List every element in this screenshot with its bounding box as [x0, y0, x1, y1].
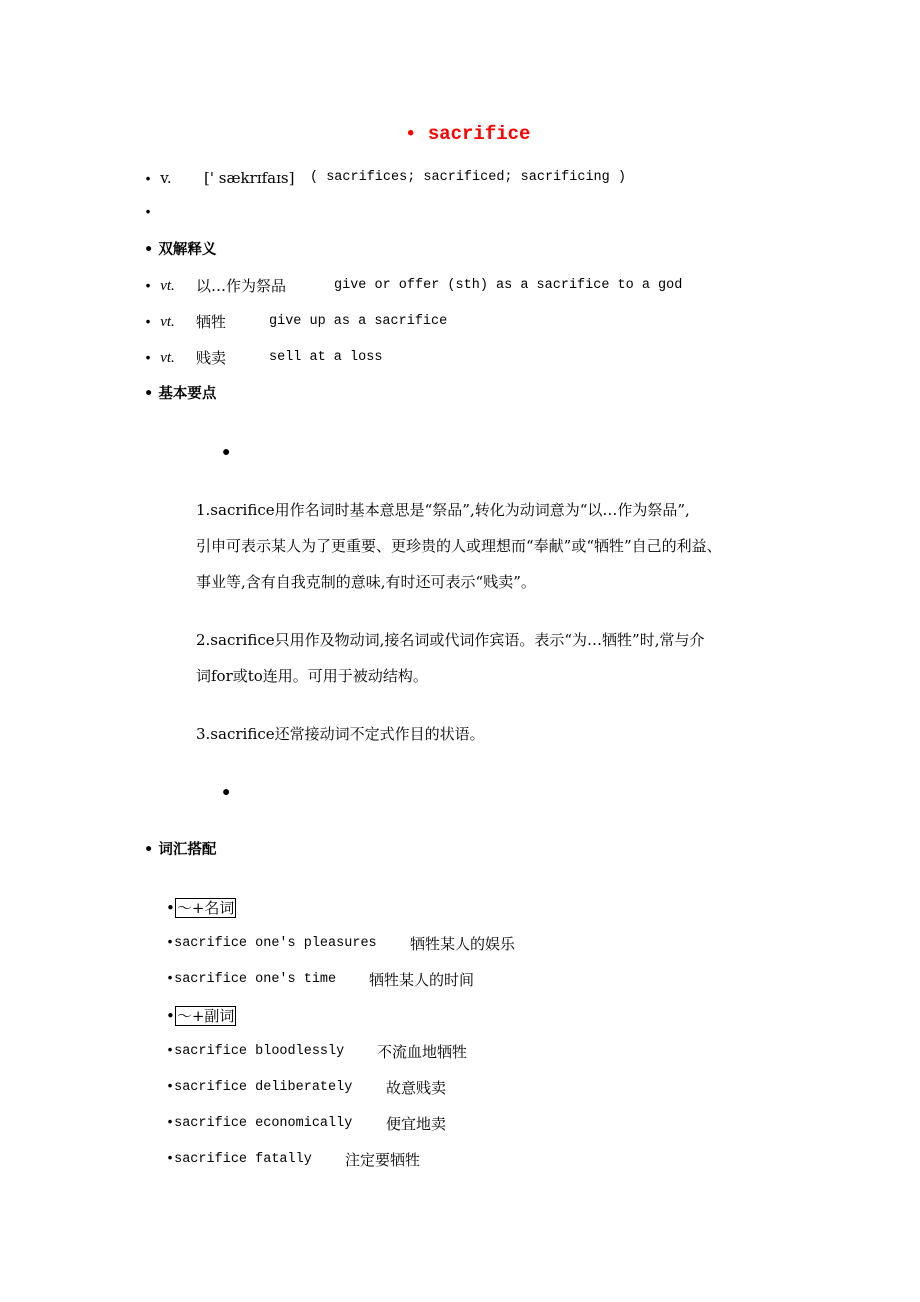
empty-bullet: ● — [222, 445, 231, 461]
phonetic: [' sækrɪfaɪs] — [204, 169, 295, 187]
pronunciation-line: • v. — [144, 169, 172, 188]
collocation-en: sacrifice economically — [174, 1116, 353, 1131]
definition-row: • vt. — [144, 278, 175, 295]
collocation-item: •sacrifice deliberately — [166, 1080, 353, 1095]
def-pos: vt. — [160, 350, 175, 366]
point-line: 2.sacrifice只用作及物动词,接名词或代词作宾语。表示“为…牺牲”时,常与介 — [196, 631, 705, 649]
collocation-cn: 便宜地卖 — [386, 1115, 447, 1133]
def-cn: 贱卖 — [196, 349, 227, 367]
def-pos: vt. — [160, 278, 175, 294]
definition-row: • vt. — [144, 314, 175, 331]
collocation-item: •sacrifice fatally — [166, 1152, 312, 1167]
def-pos: vt. — [160, 314, 175, 330]
word-forms: ( sacrifices; sacrificed; sacrificing ) — [310, 170, 626, 185]
collocation-item: •sacrifice economically — [166, 1116, 353, 1131]
section-key-points: • 基本要点 — [144, 386, 217, 402]
collocation-item: •sacrifice one's time — [166, 972, 337, 987]
def-cn: 牺牲 — [196, 313, 227, 331]
collocation-cn: 牺牲某人的娱乐 — [410, 935, 516, 953]
empty-bullet: • — [144, 206, 153, 221]
point-line: 1.sacrifice用作名词时基本意思是“祭品”,转化为动词意为“以…作为祭品”, — [196, 501, 690, 519]
collocation-en: sacrifice bloodlessly — [174, 1044, 345, 1059]
point-line: 3.sacrifice还常接动词不定式作目的状语。 — [196, 725, 485, 743]
section-dual-definitions: • 双解释义 — [144, 242, 217, 258]
group-label: ～+名词 — [176, 899, 235, 917]
section-title: 词汇搭配 — [158, 842, 217, 858]
section-title: 双解释义 — [158, 242, 217, 258]
collocation-en: sacrifice one's pleasures — [174, 936, 377, 951]
collocation-en: sacrifice deliberately — [174, 1080, 353, 1095]
collocation-en: sacrifice fatally — [174, 1152, 312, 1167]
section-collocations: • 词汇搭配 — [144, 842, 217, 858]
definition-row: • vt. — [144, 350, 175, 367]
def-en: give up as a sacrifice — [269, 314, 448, 329]
collocation-item: •sacrifice one's pleasures — [166, 936, 377, 951]
entry-title: • sacrifice — [405, 123, 531, 145]
collocation-cn: 故意贱卖 — [386, 1079, 447, 1097]
collocation-item: •sacrifice bloodlessly — [166, 1044, 345, 1059]
collocation-cn: 牺牲某人的时间 — [369, 971, 475, 989]
collocation-group: • ～+名词 — [166, 899, 235, 917]
def-cn: 以…作为祭品 — [196, 277, 287, 295]
point-line: 词for或to连用。可用于被动结构。 — [196, 667, 428, 685]
section-title: 基本要点 — [158, 386, 217, 402]
def-en: sell at a loss — [269, 350, 383, 365]
collocation-en: sacrifice one's time — [174, 972, 337, 987]
empty-bullet: ● — [222, 785, 231, 801]
headword: sacrifice — [427, 123, 531, 145]
part-of-speech: v. — [160, 169, 172, 187]
collocation-group: • ～+副词 — [166, 1007, 235, 1025]
point-line: 事业等,含有自我克制的意味,有时还可表示“贱卖”。 — [196, 573, 536, 591]
group-label: ～+副词 — [176, 1007, 235, 1025]
def-en: give or offer (sth) as a sacrifice to a god — [334, 278, 683, 293]
collocation-cn: 注定要牺牲 — [345, 1151, 421, 1169]
point-line: 引申可表示某人为了更重要、更珍贵的人或理想而“奉献”或“牺牲”自己的利益、 — [196, 537, 722, 555]
collocation-cn: 不流血地牺牲 — [377, 1043, 468, 1061]
